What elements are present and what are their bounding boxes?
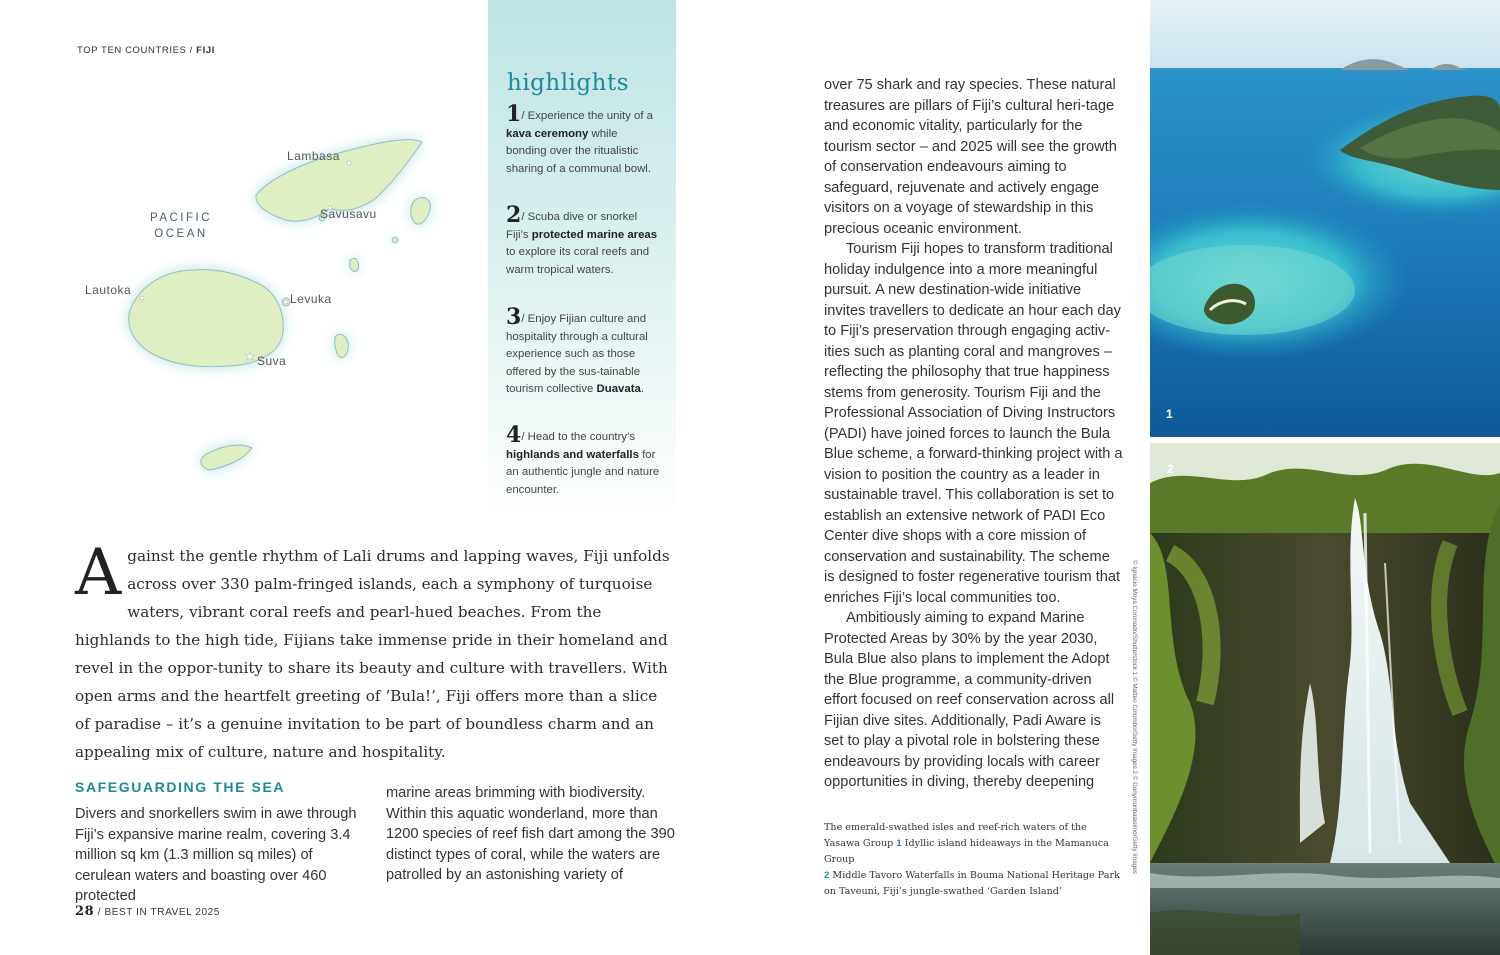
- intro-text: gainst the gentle rhythm of Lali drums and lapping waves, Fiji unfolds across over 330 palm-fringed islands, each a symphony of turquoise waters, vibrant coral reefs and pearl-hued beaches. From the highlands to the high tide, Fijians take immense pride in their homeland and revel in the oppor-tunity to share its beauty and culture with travellers. With open arms and the heartfelt greeting of ‘Bula!’, Fiji offers more than a slice of paradise – it’s a genuine invitation to be part of boundless charm and an appealing mix of culture, nature and hospitality.: [75, 547, 670, 761]
- map-label-ocean: [150, 210, 212, 242]
- island-aerial-image: [1150, 0, 1500, 437]
- highlight-text: / Head to the country’s: [521, 431, 636, 443]
- highlight-number: 2: [506, 202, 522, 228]
- caption-text: Middle Tavoro Waterfalls in Bouma National Heritage Park on Taveuni, Fiji’s jungle-swathed ‘Garden Island’: [824, 870, 1120, 897]
- footer-text: / BEST IN TRAVEL 2025: [97, 907, 220, 918]
- highlight-text: / Scuba dive or snorkel Fiji’s: [506, 211, 638, 241]
- photo-island-aerial: [1150, 0, 1500, 437]
- map-label-suva: Suva: [257, 354, 287, 368]
- svg-text:★: ★: [245, 351, 255, 363]
- highlight-bold: kava ceremony: [506, 127, 589, 140]
- page-footer: [75, 904, 220, 919]
- page-number: 28: [75, 904, 95, 919]
- highlight-item-2: [506, 202, 661, 279]
- highlight-item-3: [506, 304, 661, 399]
- photo-credit: © Ignacio Moya Coronado/Shutterstock 1 © Matteo Colombo/Getty Images 2 © Danyorunbalasimo/Getty Images: [1131, 560, 1138, 874]
- fiji-map-graphic: [60, 110, 480, 510]
- highlight-text: for an authentic jungle and nature encounter.: [506, 448, 660, 496]
- caption-number: 2: [824, 870, 830, 881]
- caption-lead: The emerald-swathed isles and reef-rich waters of the Yasawa Group: [824, 822, 1087, 849]
- map-label-lambasa: Lambasa: [287, 149, 340, 163]
- breadcrumb-section: TOP TEN COUNTRIES /: [77, 45, 193, 56]
- body-column-2: marine areas brimming with biodiversity. Within this aquatic wonderland, more than 1200 species of reef fish dart among the 390 distinct types of coral, while the waters are patrolled by an astonishing variety of: [386, 785, 675, 883]
- ocean-label-line1: PACIFIC: [150, 212, 213, 224]
- highlight-number: 4: [506, 422, 522, 448]
- drop-cap: A: [75, 536, 122, 610]
- map-label-lautoka: Lautoka: [85, 283, 132, 297]
- highlight-text: / Experience the unity of a: [521, 110, 654, 122]
- highlight-text: to explore its coral reefs and warm tropical waters.: [506, 246, 650, 276]
- caption-number: 1: [896, 838, 902, 849]
- highlight-text: / Enjoy Fijian culture and hospitality through a cultural experience such as those offered by the sus-tainable tourism collective: [506, 313, 648, 395]
- waterfall-image: [1150, 443, 1500, 955]
- photo-1-label: 1: [1166, 407, 1173, 421]
- photo-2-label: 2: [1167, 462, 1174, 476]
- highlight-text: .: [640, 383, 645, 395]
- intro-paragraph: [75, 536, 675, 766]
- ocean-label-line2: OCEAN: [154, 228, 208, 240]
- highlight-number: 3: [506, 304, 522, 330]
- breadcrumb-country: FIJI: [196, 45, 215, 56]
- section-heading: SAFEGUARDING THE SEA: [75, 779, 286, 795]
- photo-caption: [824, 820, 1124, 900]
- map-label-savusavu: Savusavu: [320, 207, 377, 221]
- highlight-bold: highlands and waterfalls: [506, 448, 639, 461]
- highlight-text: while bonding over the ritualistic sharing of a communal bowl.: [506, 127, 651, 175]
- highlight-number: 1: [506, 101, 522, 127]
- body-column-3: [824, 75, 1124, 793]
- body-column-1: Divers and snorkellers swim in awe through Fiji’s expansive marine realm, covering 3.4 million sq km (1.3 million sq miles) of cerulean waters and boasting over 460 protected: [75, 806, 357, 904]
- highlight-bold: Duavata: [596, 383, 641, 395]
- breadcrumb: [77, 45, 215, 56]
- map-label-levuka: Levuka: [290, 292, 332, 306]
- body-paragraph: Tourism Fiji hopes to transform traditional holiday indulgence into a more meaningful pursuit. A new destination-wide initiative invites travellers to dedicate an hour each day to Fiji’s preservation through engaging activ-ities such as planting coral and mangroves – reflecting the philosophy that true happiness stems from generosity. Tourism Fiji and the Professional Association of Diving Instructors (PADI) have joined forces to launch the Bula Blue scheme, a forward-thinking project with a vision to position the country as a leader in sustainable travel. This collaboration is set to establish an extensive network of PADI Eco Center dive shops with a core mission of conservation and sustainability. The scheme is designed to foster regenerative tourism that enriches Fiji’s local communities too.: [824, 241, 1123, 606]
- body-paragraph: Ambitiously aiming to expand Marine Protected Areas by 30% by the year 2030, Bula Blue also plans to implement the Adopt the Blue programme, a community-driven effort focused on reef conservation across all Fijian dive sites. Additionally, Padi Aware is set to play a pivotal role in bolstering these endeavours by providing locals with career opportunities in diving, thereby deepening: [824, 610, 1115, 790]
- highlight-item-4: [506, 422, 661, 499]
- highlights-title: highlights: [507, 70, 629, 96]
- body-paragraph: over 75 shark and ray species. These natural treasures are pillars of Fiji’s cultural heri-tage and economic vitality, particularly for the tourism sector – and 2025 will see the growth of conservation endeavours aiming to safeguard, rejuvenate and actively engage visitors on a voyage of stewardship in this precious oceanic environment.: [824, 77, 1117, 237]
- photo-waterfall: [1150, 443, 1500, 955]
- fiji-map: [60, 110, 480, 510]
- highlight-bold: protected marine areas: [531, 228, 658, 241]
- caption-text: Idyllic island hideaways in the Mamanuca Group: [824, 838, 1109, 865]
- highlight-item-1: [506, 101, 661, 178]
